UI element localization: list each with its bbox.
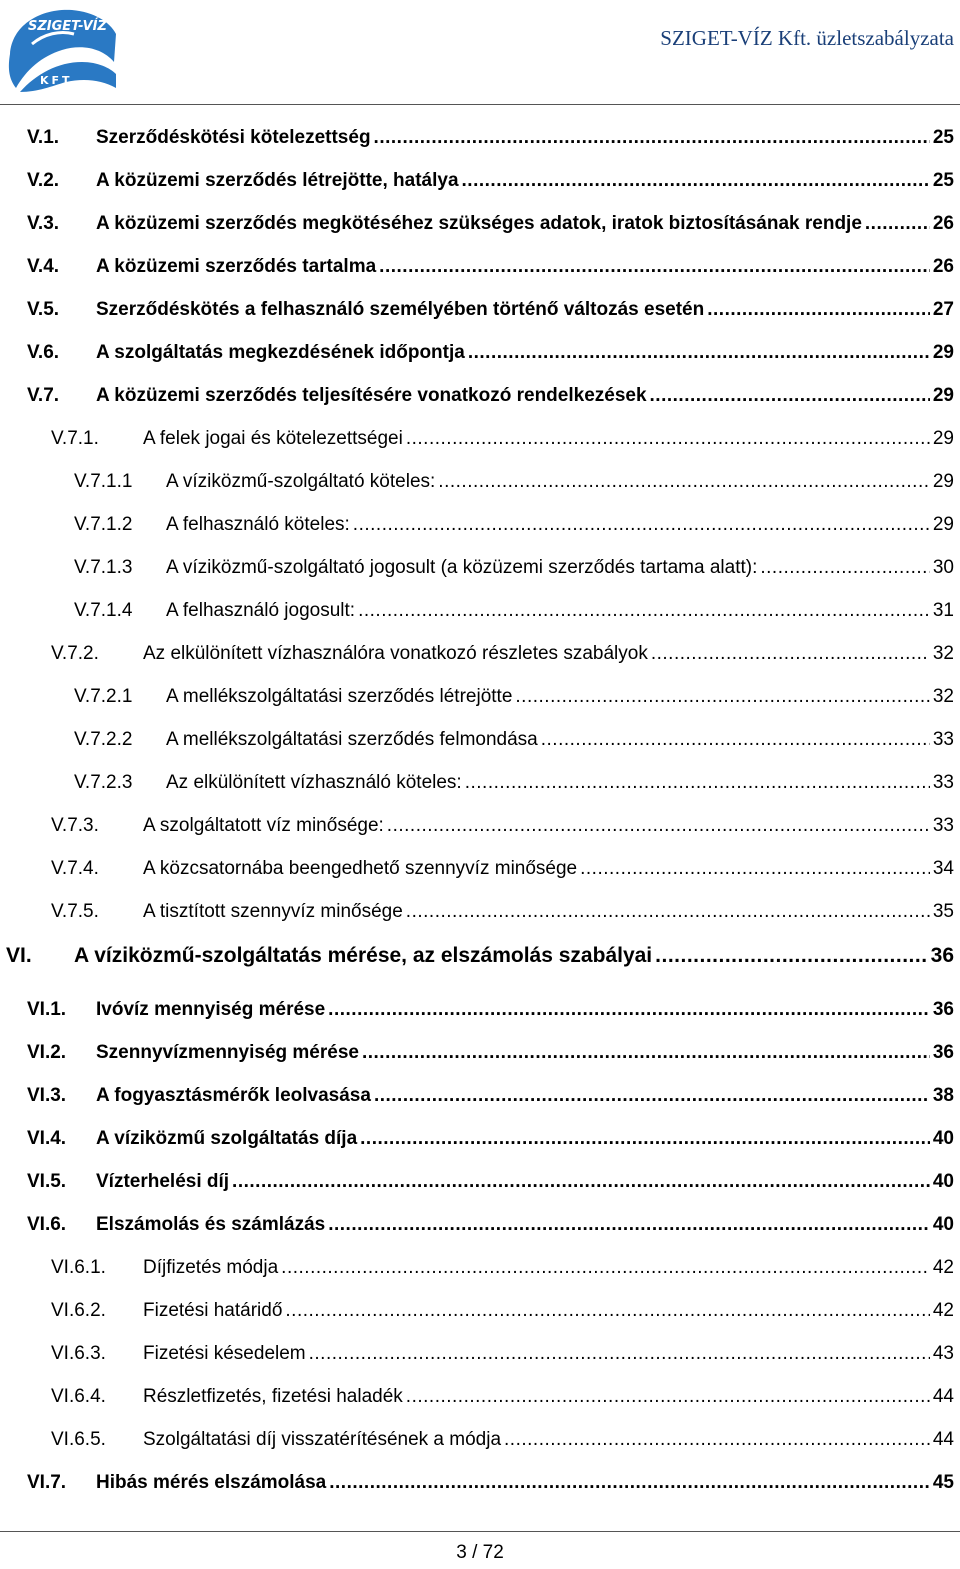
- toc-entry-page[interactable]: 30: [932, 557, 954, 578]
- toc-dot-leader: [465, 772, 930, 794]
- toc-dot-leader: [281, 1257, 930, 1279]
- toc-entry-page[interactable]: 45: [932, 1472, 954, 1493]
- toc-dot-leader: [468, 342, 930, 364]
- toc-entry-title[interactable]: A víziközmű-szolgáltató jogosult (a közüzemi szerződés tartama alatt):: [166, 557, 758, 578]
- toc-entry[interactable]: [0, 213, 960, 243]
- toc-entry[interactable]: [0, 643, 960, 673]
- toc-entry-number: VI.: [6, 944, 32, 967]
- toc-dot-leader: [580, 858, 930, 880]
- toc-entry-number: VI.3.: [27, 1085, 67, 1106]
- toc-dot-leader: [353, 514, 930, 536]
- logo-top-text: SZIGET-VÍZ: [28, 19, 107, 34]
- toc-entry[interactable]: [0, 385, 960, 415]
- toc-entry-title[interactable]: A víziközmű szolgáltatás díja: [96, 1128, 358, 1149]
- toc-entry[interactable]: [0, 1386, 960, 1416]
- toc-entry-page[interactable]: 31: [932, 600, 954, 621]
- toc-entry[interactable]: [0, 514, 960, 544]
- toc-dot-leader: [309, 1343, 930, 1365]
- toc-entry-page[interactable]: 29: [932, 342, 954, 363]
- toc-entry-number: VI.6.1.: [51, 1257, 106, 1278]
- toc-dot-leader: [406, 428, 930, 450]
- toc-entry-page[interactable]: 32: [932, 643, 954, 664]
- toc-entry-title[interactable]: Az elkülönített vízhasználó köteles:: [166, 772, 462, 793]
- toc-entry-number: V.7.: [27, 385, 60, 406]
- toc-entry-number: VI.6.: [27, 1214, 67, 1235]
- footer-divider: [0, 1531, 960, 1532]
- toc-entry[interactable]: [0, 1042, 960, 1072]
- toc-entry-title[interactable]: A felhasználó köteles:: [166, 514, 350, 535]
- toc-dot-leader: [406, 901, 930, 923]
- toc-entry-title[interactable]: A közüzemi szerződés teljesítésére vonatkozó rendelkezések: [96, 385, 647, 406]
- toc-entry-number: V.7.1.: [51, 428, 99, 449]
- document-title: SZIGET-VÍZ Kft. üzletszabályzata: [660, 26, 954, 50]
- toc-entry-page[interactable]: 35: [932, 901, 954, 922]
- toc-dot-leader: [650, 385, 930, 407]
- toc-entry-page[interactable]: 34: [932, 858, 954, 879]
- toc-dot-leader: [655, 944, 927, 968]
- toc-entry-page[interactable]: 44: [932, 1386, 954, 1407]
- toc-entry-title[interactable]: A szolgáltatás megkezdésének időpontja: [96, 342, 465, 363]
- toc-entry-number: V.1.: [27, 127, 60, 148]
- toc-entry-title[interactable]: Ivóvíz mennyiség mérése: [96, 999, 326, 1020]
- toc-entry-page[interactable]: 33: [932, 729, 954, 750]
- toc-dot-leader: [865, 213, 930, 235]
- toc-entry-number: VI.6.2.: [51, 1300, 106, 1321]
- toc-entry[interactable]: [0, 428, 960, 458]
- toc-entry-number: V.6.: [27, 342, 60, 363]
- toc-dot-leader: [504, 1429, 930, 1451]
- toc-entry[interactable]: [0, 1472, 960, 1502]
- toc-entry-number: V.7.1.1: [74, 471, 133, 492]
- toc-entry[interactable]: [0, 170, 960, 200]
- toc-entry-title[interactable]: A közcsatornába beengedhető szennyvíz minősége: [143, 858, 578, 879]
- toc-entry-number: V.7.1.2: [74, 514, 133, 535]
- toc-entry-title[interactable]: Szennyvízmennyiség mérése: [96, 1042, 359, 1063]
- toc-entry[interactable]: [0, 471, 960, 501]
- toc-entry-page[interactable]: 42: [932, 1257, 954, 1278]
- toc-entry-page[interactable]: 44: [932, 1429, 954, 1450]
- toc-entry-page[interactable]: 43: [932, 1343, 954, 1364]
- toc-entry-title[interactable]: Fizetési késedelem: [143, 1343, 306, 1364]
- toc-entry[interactable]: [0, 686, 960, 716]
- toc-entry[interactable]: [0, 1085, 960, 1115]
- toc-dot-leader: [360, 1128, 930, 1150]
- toc-entry-title[interactable]: Szolgáltatási díj visszatérítésének a módja: [143, 1429, 502, 1450]
- toc-entry-page[interactable]: 36: [932, 1042, 954, 1063]
- toc-entry-number: V.3.: [27, 213, 60, 234]
- toc-entry-title[interactable]: Szerződéskötési kötelezettség: [96, 127, 371, 148]
- toc-entry[interactable]: [0, 772, 960, 802]
- toc-dot-leader: [387, 815, 930, 837]
- toc-dot-leader: [406, 1386, 930, 1408]
- toc-entry-title[interactable]: Hibás mérés elszámolása: [96, 1472, 327, 1493]
- toc-entry-number: V.5.: [27, 299, 60, 320]
- toc-entry-title[interactable]: A mellékszolgáltatási szerződés létrejötte: [166, 686, 513, 707]
- toc-entry-page[interactable]: 32: [932, 686, 954, 707]
- toc-dot-leader: [374, 1085, 930, 1107]
- toc-entry-number: V.7.2.2: [74, 729, 133, 750]
- toc-entry[interactable]: [0, 858, 960, 888]
- toc-entry[interactable]: [0, 1343, 960, 1373]
- toc-entry-page[interactable]: 40: [932, 1128, 954, 1149]
- toc-entry-page[interactable]: 38: [932, 1085, 954, 1106]
- toc-entry-page[interactable]: 36: [930, 944, 954, 967]
- toc-entry[interactable]: [0, 600, 960, 630]
- toc-entry[interactable]: [0, 127, 960, 157]
- toc-entry-page[interactable]: 36: [932, 999, 954, 1020]
- header-divider: [0, 104, 960, 105]
- toc-entry-title[interactable]: Elszámolás és számlázás: [96, 1214, 326, 1235]
- toc-entry[interactable]: [0, 256, 960, 286]
- toc-entry[interactable]: [0, 1214, 960, 1244]
- toc-entry-title[interactable]: A közüzemi szerződés tartalma: [96, 256, 377, 277]
- toc-dot-leader: [232, 1171, 930, 1193]
- toc-dot-leader: [462, 170, 930, 192]
- toc-entry[interactable]: [0, 342, 960, 372]
- toc-entry[interactable]: [0, 1171, 960, 1201]
- toc-entry-page[interactable]: 42: [932, 1300, 954, 1321]
- toc-dot-leader: [374, 127, 930, 149]
- toc-entry-title[interactable]: Vízterhelési díj: [96, 1171, 230, 1192]
- toc-entry-title[interactable]: A tisztított szennyvíz minősége: [143, 901, 403, 922]
- toc-entry-title[interactable]: A víziközmű-szolgáltató köteles:: [166, 471, 436, 492]
- toc-entry-number: VI.1.: [27, 999, 67, 1020]
- toc-entry-number: V.7.4.: [51, 858, 99, 879]
- toc-entry-number: VI.5.: [27, 1171, 67, 1192]
- toc-entry-page[interactable]: 29: [932, 471, 954, 492]
- toc-entry-title[interactable]: A víziközmű-szolgáltatás mérése, az elszámolás szabályai: [74, 944, 653, 967]
- toc-entry[interactable]: [0, 944, 960, 974]
- toc-entry-title[interactable]: Szerződéskötés a felhasználó személyében történő változás esetén: [96, 299, 705, 320]
- toc-dot-leader: [328, 999, 930, 1021]
- toc-entry-page[interactable]: 27: [932, 299, 954, 320]
- toc-entry-number: VI.2.: [27, 1042, 67, 1063]
- toc-entry[interactable]: [0, 1429, 960, 1459]
- toc-dot-leader: [707, 299, 930, 321]
- toc-dot-leader: [358, 600, 930, 622]
- toc-entry-page[interactable]: 33: [932, 815, 954, 836]
- toc-entry-page[interactable]: 29: [932, 514, 954, 535]
- toc-entry-page[interactable]: 25: [932, 127, 954, 148]
- page-number: 3 / 72: [456, 1542, 504, 1563]
- toc-entry-number: V.7.1.3: [74, 557, 133, 578]
- toc-entry[interactable]: [0, 557, 960, 587]
- toc-entry-page[interactable]: 29: [932, 385, 954, 406]
- toc-dot-leader: [651, 643, 930, 665]
- toc-entry-number: VI.4.: [27, 1128, 67, 1149]
- toc-entry-page[interactable]: 26: [932, 256, 954, 277]
- toc-dot-leader: [379, 256, 930, 278]
- toc-entry-title[interactable]: A felhasználó jogosult:: [166, 600, 356, 621]
- toc-entry-page[interactable]: 29: [932, 428, 954, 449]
- logo-bottom-text: KFT: [40, 74, 73, 87]
- toc-dot-leader: [515, 686, 929, 708]
- toc-entry-title[interactable]: Az elkülönített vízhasználóra vonatkozó részletes szabályok: [143, 643, 648, 664]
- toc-entry-number: V.7.2.3: [74, 772, 133, 793]
- toc-entry-page[interactable]: 33: [932, 772, 954, 793]
- toc-entry[interactable]: [0, 729, 960, 759]
- toc-entry-page[interactable]: 40: [932, 1214, 954, 1235]
- toc-dot-leader: [329, 1472, 930, 1494]
- toc-entry-number: VI.6.3.: [51, 1343, 106, 1364]
- toc-entry-page[interactable]: 40: [932, 1171, 954, 1192]
- toc-entry[interactable]: [0, 299, 960, 329]
- toc-entry-number: V.4.: [27, 256, 60, 277]
- toc-entry-title[interactable]: Díjfizetés módja: [143, 1257, 279, 1278]
- toc-entry-title[interactable]: Fizetési határidő: [143, 1300, 283, 1321]
- toc-entry[interactable]: [0, 815, 960, 845]
- toc-entry-number: V.7.5.: [51, 901, 99, 922]
- page-header: [0, 0, 960, 106]
- toc-entry[interactable]: [0, 999, 960, 1029]
- toc-entry-number: V.7.1.4: [74, 600, 133, 621]
- toc-entry-title[interactable]: A szolgáltatott víz minősége:: [143, 815, 384, 836]
- toc-entry-number: VI.6.4.: [51, 1386, 106, 1407]
- toc-entry-title[interactable]: Részletfizetés, fizetési haladék: [143, 1386, 403, 1407]
- toc-entry[interactable]: [0, 1257, 960, 1287]
- toc-entry-number: V.7.3.: [51, 815, 99, 836]
- toc-dot-leader: [541, 729, 930, 751]
- toc-entry-title[interactable]: A fogyasztásmérők leolvasása: [96, 1085, 371, 1106]
- toc-dot-leader: [328, 1214, 930, 1236]
- toc-entry-number: VI.6.5.: [51, 1429, 106, 1450]
- toc-dot-leader: [760, 557, 930, 579]
- toc-entry-number: V.2.: [27, 170, 60, 191]
- toc-dot-leader: [285, 1300, 929, 1322]
- toc-entry-title[interactable]: A közüzemi szerződés megkötéséhez szükséges adatok, iratok biztosításának rendje: [96, 213, 862, 234]
- toc-dot-leader: [438, 471, 930, 493]
- toc-entry-number: V.7.2.1: [74, 686, 133, 707]
- toc-entry[interactable]: [0, 1128, 960, 1158]
- toc-entry-title[interactable]: A mellékszolgáltatási szerződés felmondása: [166, 729, 538, 750]
- toc-entry-page[interactable]: 25: [932, 170, 954, 191]
- toc-entry-page[interactable]: 26: [932, 213, 954, 234]
- toc-entry-title[interactable]: A felek jogai és kötelezettségei: [143, 428, 403, 449]
- toc-entry[interactable]: [0, 1300, 960, 1330]
- toc-entry-title[interactable]: A közüzemi szerződés létrejötte, hatálya: [96, 170, 459, 191]
- toc-dot-leader: [362, 1042, 930, 1064]
- sziget-viz-logo: [2, 4, 118, 96]
- toc-entry-number: V.7.2.: [51, 643, 99, 664]
- toc-entry[interactable]: [0, 901, 960, 931]
- toc-entry-number: VI.7.: [27, 1472, 67, 1493]
